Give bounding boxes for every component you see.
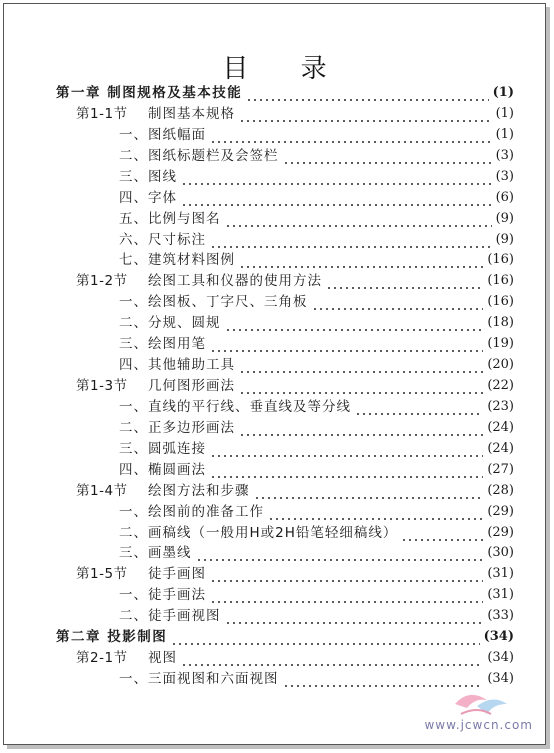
toc-item-title: 三、圆弧连接: [119, 440, 206, 457]
toc-section-number: 第1-2节: [76, 273, 128, 290]
dot-leader: [210, 339, 483, 353]
toc-section-row: [76, 563, 514, 583]
toc-page-number: (6): [495, 189, 514, 205]
toc-page-number: (23): [487, 398, 514, 414]
toc-section-number: 第1-1节: [76, 105, 128, 122]
toc-section-number: 第1-3节: [76, 378, 128, 395]
dot-leader: [181, 193, 492, 207]
toc-section-row: [76, 103, 514, 123]
toc-page-number: (1): [495, 126, 514, 142]
dot-leader: [171, 632, 479, 646]
dot-leader: [401, 528, 483, 542]
toc-item-row: [119, 124, 514, 144]
toc-page-number: (31): [487, 566, 514, 582]
toc-page-number: (34): [487, 650, 514, 666]
toc-item-row: [119, 584, 514, 604]
toc-item-title: 四、椭圆画法: [119, 461, 206, 478]
dot-leader: [181, 172, 492, 186]
toc-item-title: 三、图线: [119, 168, 177, 185]
toc-item-row: [119, 208, 514, 228]
toc-page-number: (34): [487, 671, 514, 687]
toc-item-title: 一、图纸幅面: [119, 126, 206, 143]
toc-chapter-row: [56, 82, 514, 102]
toc-item-title: 一、三面视图和六面视图: [119, 671, 279, 688]
toc-section-title: 绘图工具和仪器的使用方法: [148, 273, 322, 290]
toc-page-number: (16): [487, 252, 514, 268]
dot-leader: [283, 151, 492, 165]
dot-leader: [254, 486, 484, 500]
toc-page-number: (22): [487, 378, 514, 394]
toc-section-title: 视图: [148, 650, 177, 667]
dot-leader: [210, 444, 483, 458]
dot-leader: [225, 611, 484, 625]
toc-section-row: [76, 270, 514, 290]
dot-leader: [239, 381, 483, 395]
dot-leader: [355, 402, 483, 416]
toc-item-title: 二、正多边形画法: [119, 419, 235, 436]
toc-item-row: [119, 145, 514, 165]
toc-item-title: 二、分规、圆规: [119, 315, 221, 332]
toc-item-title: 四、其他辅助工具: [119, 357, 235, 374]
toc-page-number: (1): [492, 85, 514, 100]
dot-leader: [210, 235, 492, 249]
toc-item-row: [119, 542, 514, 562]
toc-item-title: 三、绘图用笔: [119, 336, 206, 353]
toc-item-title: 一、绘图板、丁字尺、三角板: [119, 294, 308, 311]
toc-page-number: (9): [495, 210, 514, 226]
toc-item-title: 五、比例与图名: [119, 210, 221, 227]
toc-item-title: 四、字体: [119, 189, 177, 206]
toc-page-number: (20): [487, 357, 514, 373]
toc-item-row: [119, 459, 514, 479]
toc-section-title: 徒手画图: [148, 566, 206, 583]
toc-page-number: (24): [487, 440, 514, 456]
dot-leader: [210, 569, 483, 583]
toc-page-number: (9): [495, 231, 514, 247]
toc-chapter-title: 第一章 制图规格及基本技能: [56, 85, 243, 101]
dot-leader: [239, 109, 492, 123]
dot-leader: [239, 255, 483, 269]
dot-leader: [210, 130, 492, 144]
toc-item-row: [119, 333, 514, 353]
dot-leader: [181, 653, 483, 667]
toc-page-number: (3): [495, 147, 514, 163]
toc-item-title: 一、直线的平行线、垂直线及等分线: [119, 398, 351, 415]
toc-item-title: 二、画稿线（一般用H或2H铅笔轻细稿线）: [119, 524, 398, 541]
toc-item-row: [119, 291, 514, 311]
dot-leader: [246, 88, 488, 102]
toc-page-number: (16): [487, 294, 514, 310]
toc-page-number: (27): [487, 461, 514, 477]
toc-item-row: [119, 187, 514, 207]
toc-page-number: (31): [487, 587, 514, 603]
toc-item-row: [119, 417, 514, 437]
toc-item-row: [119, 605, 514, 625]
toc-section-number: 第1-5节: [76, 566, 128, 583]
toc-item-row: [119, 166, 514, 186]
toc-page-number: (3): [495, 168, 514, 184]
toc-item-title: 二、徒手画视图: [119, 608, 221, 625]
toc-page-number: (29): [487, 503, 514, 519]
toc-page-number: (19): [487, 336, 514, 352]
toc-section-number: 第2-1节: [76, 650, 128, 667]
dot-leader: [210, 465, 483, 479]
toc-item-row: [119, 229, 514, 249]
dot-leader: [210, 590, 483, 604]
toc-item-title: 二、图纸标题栏及会签栏: [119, 147, 279, 164]
toc-page-number: (29): [487, 524, 514, 540]
dot-leader: [268, 507, 483, 521]
toc-item-title: 一、徒手画法: [119, 587, 206, 604]
toc-section-title: 几何图形画法: [148, 378, 235, 395]
dot-leader: [225, 318, 484, 332]
toc-section-row: [76, 647, 514, 667]
toc-section-number: 第1-4节: [76, 482, 128, 499]
watermark-text: www.jcwcn.com: [424, 718, 533, 732]
dot-leader: [239, 423, 483, 437]
toc-page-number: (1): [495, 105, 514, 121]
dot-leader: [326, 276, 483, 290]
toc-item-row: [119, 522, 514, 542]
toc-section-title: 制图基本规格: [148, 105, 235, 122]
toc-item-row: [119, 501, 514, 521]
toc-item-row: [119, 249, 514, 269]
toc-item-title: 六、尺寸标注: [119, 231, 206, 248]
dot-leader: [239, 360, 483, 374]
toc-page-number: (18): [487, 315, 514, 331]
toc-item-row: [119, 312, 514, 332]
toc-page-number: (33): [487, 608, 514, 624]
toc-item-title: 三、画墨线: [119, 545, 192, 562]
toc-section-row: [76, 375, 514, 395]
toc-section-title: 绘图方法和步骤: [148, 482, 250, 499]
watermark-logo: [424, 684, 533, 732]
dot-leader: [196, 548, 484, 562]
toc-item-title: 七、建筑材料图例: [119, 252, 235, 269]
toc-page-number: (16): [487, 273, 514, 289]
toc-page-number: (30): [487, 545, 514, 561]
toc-item-row: [119, 396, 514, 416]
toc-item-row: [119, 438, 514, 458]
toc-page-number: (24): [487, 419, 514, 435]
page-title: 目 录: [222, 54, 349, 84]
toc-item-title: 一、绘图前的准备工作: [119, 503, 264, 520]
toc-section-row: [76, 480, 514, 500]
toc-page-number: (28): [487, 482, 514, 498]
toc-chapter-title: 第二章 投影制图: [56, 629, 168, 646]
dot-leader: [312, 297, 484, 311]
toc-page-number: (34): [483, 629, 514, 645]
document-page: [3, 3, 546, 745]
toc-chapter-row: [56, 626, 514, 646]
dot-leader: [225, 214, 492, 228]
toc-item-row: [119, 354, 514, 374]
